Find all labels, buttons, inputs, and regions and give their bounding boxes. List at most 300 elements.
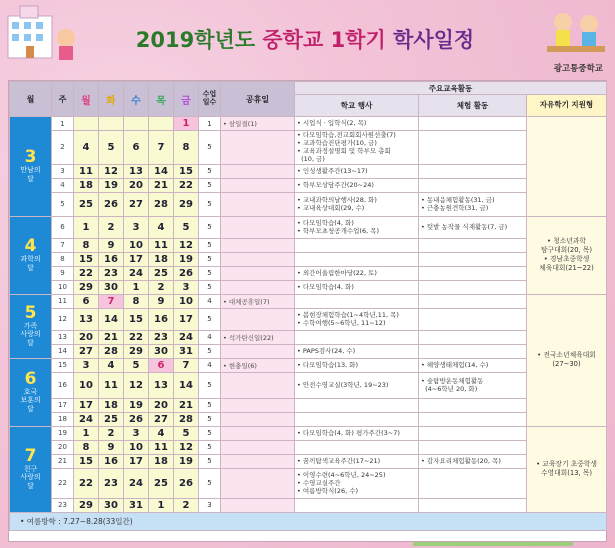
date-cell: 6 xyxy=(74,294,99,308)
date-cell: 10 xyxy=(124,440,149,454)
school-events-cell xyxy=(295,178,419,192)
header-day-fri: 금 xyxy=(174,82,199,117)
school-events-cell xyxy=(295,238,419,252)
date-cell: 9 xyxy=(149,294,174,308)
date-cell: 18 xyxy=(149,454,174,468)
date-cell: 19 xyxy=(124,398,149,412)
school-events-cell xyxy=(295,330,419,344)
week-number: 18 xyxy=(52,412,74,426)
school-event-item: • 교과학습진단평가(10, 금) xyxy=(297,139,377,148)
table-row xyxy=(10,426,607,440)
experience-cell xyxy=(419,358,527,372)
date-cell: 22 xyxy=(74,468,99,498)
school-building-illustration xyxy=(4,2,84,64)
school-event-item: • 교내육상대회(29, 수) xyxy=(297,204,365,212)
date-cell: 11 xyxy=(74,164,99,178)
week-number: 23 xyxy=(52,498,74,512)
table-row xyxy=(10,192,607,216)
date-cell: 17 xyxy=(124,454,149,468)
experience-cell xyxy=(419,192,527,216)
date-cell: 4 xyxy=(149,426,174,440)
date-cell: 21 xyxy=(99,330,124,344)
date-cell: 19 xyxy=(174,252,199,266)
class-days-count: 5 xyxy=(199,398,221,412)
free-semester-cell xyxy=(527,117,607,217)
holiday-cell xyxy=(221,238,295,252)
class-days-count: 1 xyxy=(199,117,221,131)
date-cell: 28 xyxy=(174,412,199,426)
school-events-cell xyxy=(295,426,419,440)
week-number: 19 xyxy=(52,426,74,440)
experience-cell xyxy=(419,468,527,498)
date-cell: 5 xyxy=(174,216,199,238)
school-events-cell xyxy=(295,294,419,308)
header-activities: 주요교육활동 xyxy=(295,82,607,95)
holiday-cell xyxy=(221,440,295,454)
date-cell: 17 xyxy=(174,308,199,330)
table-row xyxy=(10,266,607,280)
date-cell: 15 xyxy=(174,164,199,178)
table-row xyxy=(10,164,607,178)
class-days-count: 5 xyxy=(199,468,221,498)
class-days-count: 5 xyxy=(199,344,221,358)
month-number: 6 xyxy=(24,368,37,389)
school-event-item: • 이영수련(4~6학년, 24~25) xyxy=(297,470,386,479)
week-number: 9 xyxy=(52,266,74,280)
date-cell: 7 xyxy=(99,294,124,308)
school-events-cell xyxy=(295,216,419,238)
school-event-item: • 다모임학습(4, 화) 평가주간(3~7) xyxy=(297,428,400,437)
date-cell: 30 xyxy=(99,498,124,512)
school-events-cell xyxy=(295,344,419,358)
school-event-item: • 봄현장체험학습(1~4학년,11, 목) xyxy=(297,310,399,319)
date-cell: 5 xyxy=(124,358,149,372)
week-number: 6 xyxy=(52,216,74,238)
class-days-count: 5 xyxy=(199,131,221,165)
schedule-sheet xyxy=(8,80,607,542)
class-days-count: 5 xyxy=(199,308,221,330)
date-cell: 15 xyxy=(74,454,99,468)
class-days-count: 5 xyxy=(199,266,221,280)
date-cell: 12 xyxy=(174,440,199,454)
date-cell: 28 xyxy=(149,192,174,216)
month-theme: 만남의 달 xyxy=(20,166,41,183)
date-cell: 12 xyxy=(124,372,149,398)
date-cell: 15 xyxy=(124,308,149,330)
date-cell: 13 xyxy=(124,164,149,178)
school-events-cell xyxy=(295,468,419,498)
month-theme: 호국 보훈의 달 xyxy=(20,387,41,413)
date-cell: 5 xyxy=(99,131,124,165)
month-theme: 친구 사랑의 달 xyxy=(20,464,41,490)
school-events-cell xyxy=(295,498,419,512)
month-number: 3 xyxy=(24,147,37,168)
table-row xyxy=(10,398,607,412)
school-events-cell xyxy=(295,117,419,131)
page-title xyxy=(95,24,515,54)
date-cell: 10 xyxy=(174,294,199,308)
header-experience: 체험 활동 xyxy=(419,95,527,117)
school-name: 광고통중학교 xyxy=(553,64,603,74)
date-cell: 15 xyxy=(74,252,99,266)
date-cell: 7 xyxy=(174,358,199,372)
experience-cell xyxy=(419,498,527,512)
class-days-count: 4 xyxy=(199,330,221,344)
date-cell: 1 xyxy=(74,426,99,440)
experience-cell xyxy=(419,454,527,468)
date-cell: 27 xyxy=(149,412,174,426)
date-cell: 24 xyxy=(124,468,149,498)
class-days-count: 5 xyxy=(199,216,221,238)
school-event-item: • 수영교실주간 xyxy=(297,478,341,487)
date-cell: 17 xyxy=(74,398,99,412)
experience-cell xyxy=(419,398,527,412)
school-event-item: • 안전수영교실(3학년, 19~23) xyxy=(297,380,389,389)
date-cell: 22 xyxy=(74,266,99,280)
class-days-count: 5 xyxy=(199,440,221,454)
holiday-cell xyxy=(221,131,295,165)
holiday-cell: • 대체공휴일(7) xyxy=(221,294,295,308)
date-cell: 30 xyxy=(99,280,124,294)
title-end: 학사일정 xyxy=(393,28,475,52)
title-middle: 중학교 xyxy=(262,28,324,52)
table-row xyxy=(10,131,607,165)
date-cell xyxy=(74,117,99,131)
date-cell: 11 xyxy=(149,238,174,252)
school-event-item: • 다모임학습(13, 화) xyxy=(297,360,359,369)
school-events-cell xyxy=(295,412,419,426)
week-number: 1 xyxy=(52,117,74,131)
experience-cell xyxy=(419,164,527,178)
date-cell: 21 xyxy=(174,398,199,412)
date-cell: 19 xyxy=(174,454,199,468)
header-day-mon: 월 xyxy=(74,82,99,117)
school-event-item: • 다모임학습,전교회회사원선출(7) xyxy=(297,131,396,139)
date-cell: 24 xyxy=(174,330,199,344)
class-days-count: 5 xyxy=(199,426,221,440)
holiday-cell xyxy=(221,426,295,440)
date-cell: 1 xyxy=(174,117,199,131)
class-days-count: 4 xyxy=(199,358,221,372)
date-cell xyxy=(149,117,174,131)
holiday-cell xyxy=(221,280,295,294)
school-events-cell xyxy=(295,308,419,330)
week-number: 15 xyxy=(52,358,74,372)
experience-item: • 숲탐방운동체험활동 xyxy=(421,376,484,385)
date-cell: 3 xyxy=(174,280,199,294)
holiday-cell xyxy=(221,252,295,266)
date-cell: 14 xyxy=(174,372,199,398)
date-cell: 5 xyxy=(174,426,199,440)
date-cell: 28 xyxy=(99,344,124,358)
date-cell: 25 xyxy=(149,468,174,498)
school-event-item: • 다모임학습(4, 화) xyxy=(297,282,354,291)
school-events-cell xyxy=(295,164,419,178)
month-number: 4 xyxy=(24,236,37,257)
date-cell: 8 xyxy=(74,440,99,454)
holiday-cell xyxy=(221,178,295,192)
table-row xyxy=(10,358,607,372)
date-cell: 31 xyxy=(124,498,149,512)
children-on-bench-illustration xyxy=(541,2,611,64)
table-row xyxy=(10,117,607,131)
school-event-item: (10, 금) xyxy=(297,155,325,164)
date-cell: 18 xyxy=(74,178,99,192)
week-number: 17 xyxy=(52,398,74,412)
experience-cell xyxy=(419,131,527,165)
week-number: 12 xyxy=(52,308,74,330)
date-cell: 11 xyxy=(99,372,124,398)
date-cell: 23 xyxy=(99,266,124,280)
date-cell: 4 xyxy=(99,358,124,372)
date-cell: 12 xyxy=(174,238,199,252)
date-cell: 9 xyxy=(99,440,124,454)
table-row xyxy=(10,498,607,512)
class-days-count: 5 xyxy=(199,280,221,294)
header-free-semester: 자유학기 지원형 xyxy=(527,95,607,117)
school-events-cell xyxy=(295,192,419,216)
experience-item: • 근충농원견학(31, 금) xyxy=(421,204,489,212)
date-cell: 23 xyxy=(149,330,174,344)
holiday-cell: • 삼일절(1) xyxy=(221,117,295,131)
week-number: 11 xyxy=(52,294,74,308)
holiday-cell: • 석가탄신일(22) xyxy=(221,330,295,344)
title-year: 2019학년도 xyxy=(135,28,256,52)
date-cell: 9 xyxy=(99,238,124,252)
date-cell: 10 xyxy=(124,238,149,252)
date-cell: 2 xyxy=(174,498,199,512)
school-event-item: • 학부모상담주간(20~24) xyxy=(297,180,374,189)
schedule-body xyxy=(10,117,607,513)
month-cell xyxy=(10,294,52,358)
header-day-wed: 수 xyxy=(124,82,149,117)
header-week: 주 xyxy=(52,82,74,117)
date-cell: 1 xyxy=(124,280,149,294)
holiday-cell xyxy=(221,498,295,512)
date-cell: 14 xyxy=(99,308,124,330)
week-number: 7 xyxy=(52,238,74,252)
table-row xyxy=(10,440,607,454)
date-cell: 27 xyxy=(124,192,149,216)
school-events-cell xyxy=(295,454,419,468)
month-theme: 과학의 달 xyxy=(20,255,41,272)
header-holidays: 공휴일 xyxy=(221,82,295,117)
date-cell: 13 xyxy=(74,308,99,330)
experience-item: • 해양생태체험(14, 수) xyxy=(421,360,489,369)
date-cell: 17 xyxy=(124,252,149,266)
week-number: 5 xyxy=(52,192,74,216)
date-cell: 16 xyxy=(149,308,174,330)
table-row xyxy=(10,216,607,238)
date-cell: 7 xyxy=(149,131,174,165)
holiday-cell xyxy=(221,372,295,398)
date-cell: 25 xyxy=(99,412,124,426)
experience-cell xyxy=(419,440,527,454)
date-cell: 20 xyxy=(74,330,99,344)
experience-cell xyxy=(419,266,527,280)
date-cell: 20 xyxy=(149,398,174,412)
date-cell: 25 xyxy=(149,266,174,280)
holiday-cell xyxy=(221,454,295,468)
table-row xyxy=(10,468,607,498)
date-cell: 24 xyxy=(74,412,99,426)
school-event-item: • 꿈끼탐색교육주간(17~21) xyxy=(297,456,381,465)
date-cell: 6 xyxy=(149,358,174,372)
school-event-item: • 교육과정설명회 및 학부모 총회 xyxy=(297,147,391,156)
school-event-item: • 다모임학습(4, 화) xyxy=(297,218,354,227)
date-cell: 12 xyxy=(99,164,124,178)
class-days-count: 5 xyxy=(199,412,221,426)
month-cell xyxy=(10,358,52,426)
date-cell: 16 xyxy=(99,454,124,468)
table-row xyxy=(10,344,607,358)
table-row xyxy=(10,372,607,398)
school-events-cell xyxy=(295,372,419,398)
table-row xyxy=(10,454,607,468)
table-row xyxy=(10,412,607,426)
school-events-cell xyxy=(295,440,419,454)
week-number: 2 xyxy=(52,131,74,165)
holiday-cell xyxy=(221,344,295,358)
holiday-cell: • 현충일(6) xyxy=(221,358,295,372)
holiday-cell xyxy=(221,412,295,426)
experience-item: (4~6학년 20, 화) xyxy=(421,385,478,393)
month-cell xyxy=(10,426,52,512)
experience-cell xyxy=(419,330,527,344)
class-days-count: 5 xyxy=(199,192,221,216)
experience-cell xyxy=(419,412,527,426)
school-event-item: • 인성생활주간(13~17) xyxy=(297,166,368,175)
school-events-cell xyxy=(295,252,419,266)
holiday-cell xyxy=(221,216,295,238)
experience-cell xyxy=(419,252,527,266)
school-event-item: • PAPS검사(24, 수) xyxy=(297,346,356,355)
holiday-cell xyxy=(221,266,295,280)
class-days-count: 5 xyxy=(199,164,221,178)
school-events-cell xyxy=(295,358,419,372)
date-cell: 25 xyxy=(74,192,99,216)
date-cell: 19 xyxy=(99,178,124,192)
holiday-cell xyxy=(221,468,295,498)
table-row xyxy=(10,308,607,330)
month-cell xyxy=(10,117,52,217)
date-cell: 4 xyxy=(149,216,174,238)
title-semester: 1학기 xyxy=(330,28,386,52)
experience-item: • 텃밭 농작물 식재활동(7, 금) xyxy=(421,222,508,231)
class-days-count: 5 xyxy=(199,252,221,266)
date-cell: 6 xyxy=(124,131,149,165)
date-cell: 27 xyxy=(74,344,99,358)
week-number: 20 xyxy=(52,440,74,454)
date-cell: 8 xyxy=(174,131,199,165)
date-cell: 3 xyxy=(124,216,149,238)
schedule-table xyxy=(9,81,607,531)
date-cell: 10 xyxy=(74,372,99,398)
date-cell: 26 xyxy=(174,468,199,498)
experience-cell xyxy=(419,178,527,192)
month-number: 5 xyxy=(24,302,37,323)
date-cell: 3 xyxy=(124,426,149,440)
date-cell: 21 xyxy=(149,178,174,192)
experience-item: • 동내음체험활동(31, 금) xyxy=(421,195,495,204)
date-cell: 16 xyxy=(99,252,124,266)
week-number: 14 xyxy=(52,344,74,358)
experience-item: • 감자요리체험활동(20, 목) xyxy=(421,456,501,465)
holiday-cell xyxy=(221,398,295,412)
holiday-cell xyxy=(221,164,295,178)
date-cell: 20 xyxy=(124,178,149,192)
week-number: 10 xyxy=(52,280,74,294)
free-semester-cell: • 전국소년체육대회 (27~30) xyxy=(527,294,607,426)
experience-cell xyxy=(419,426,527,440)
date-cell: 22 xyxy=(174,178,199,192)
school-event-item: • 수학여행(5~6학년, 11~12) xyxy=(297,319,386,327)
class-days-count: 5 xyxy=(199,454,221,468)
experience-cell xyxy=(419,344,527,358)
week-number: 4 xyxy=(52,178,74,192)
free-semester-cell: • 청소년과학 탐구대회(20, 목) • 경남초중학생 체육대회(21~22) xyxy=(527,216,607,294)
date-cell: 18 xyxy=(99,398,124,412)
date-cell: 24 xyxy=(124,266,149,280)
week-number: 3 xyxy=(52,164,74,178)
experience-cell xyxy=(419,238,527,252)
date-cell: 14 xyxy=(149,164,174,178)
header-month: 월 xyxy=(10,82,52,117)
month-cell xyxy=(10,216,52,294)
date-cell: 26 xyxy=(174,266,199,280)
table-row xyxy=(10,178,607,192)
date-cell: 26 xyxy=(124,412,149,426)
table-row xyxy=(10,330,607,344)
date-cell: 8 xyxy=(124,294,149,308)
class-days-count: 5 xyxy=(199,238,221,252)
date-cell: 2 xyxy=(99,426,124,440)
header-class-days: 수업 일수 xyxy=(199,82,221,117)
date-cell: 26 xyxy=(99,192,124,216)
date-cell: 23 xyxy=(99,468,124,498)
header-day-tue: 화 xyxy=(99,82,124,117)
table-row xyxy=(10,252,607,266)
school-event-item: • 외간어울림한마당(22, 토) xyxy=(297,268,377,277)
month-theme: 가족 사랑의 달 xyxy=(20,321,41,347)
date-cell: 29 xyxy=(174,192,199,216)
month-number: 7 xyxy=(24,445,37,466)
date-cell: 4 xyxy=(74,131,99,165)
date-cell: 1 xyxy=(149,498,174,512)
date-cell: 1 xyxy=(74,216,99,238)
week-number: 22 xyxy=(52,468,74,498)
school-event-item: • 시업식 · 입학식(2, 목) xyxy=(297,119,367,128)
date-cell: 30 xyxy=(149,344,174,358)
header-day-thu: 목 xyxy=(149,82,174,117)
school-events-cell xyxy=(295,398,419,412)
date-cell: 22 xyxy=(124,330,149,344)
table-row xyxy=(10,238,607,252)
experience-cell xyxy=(419,117,527,131)
date-cell: 18 xyxy=(149,252,174,266)
experience-cell xyxy=(419,280,527,294)
summer-vacation-note: • 여름방학 : 7.27~8.28(33일간) xyxy=(10,512,607,530)
date-cell xyxy=(99,117,124,131)
school-events-cell xyxy=(295,280,419,294)
class-days-count: 5 xyxy=(199,372,221,398)
free-semester-cell: • 교육장기 초중학생 수영대회(13, 목) xyxy=(527,426,607,512)
header-school-events: 학교 행사 xyxy=(295,95,419,117)
experience-cell xyxy=(419,294,527,308)
week-number: 16 xyxy=(52,372,74,398)
school-events-cell xyxy=(295,131,419,165)
experience-cell xyxy=(419,308,527,330)
